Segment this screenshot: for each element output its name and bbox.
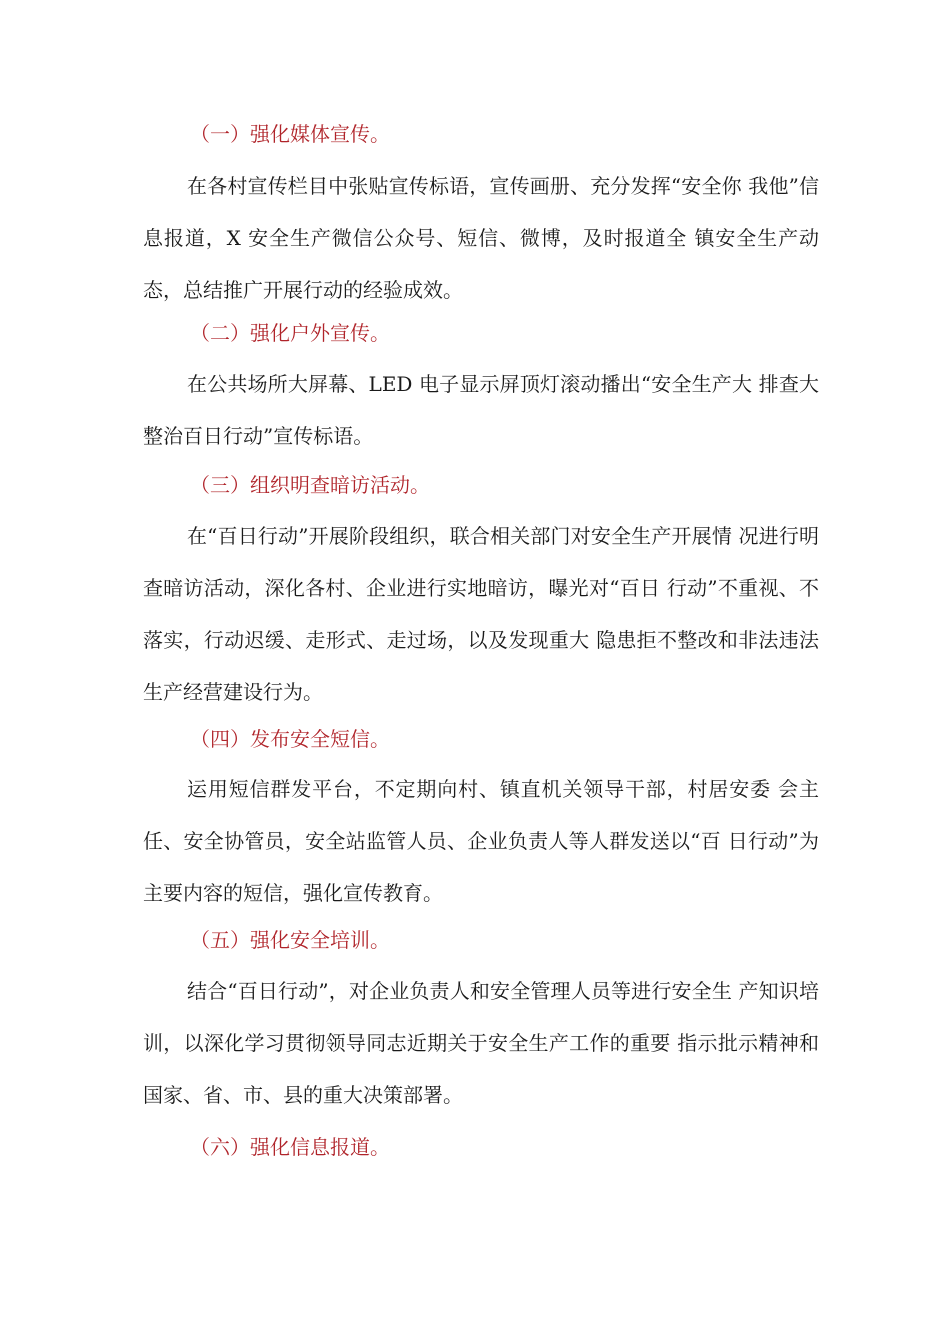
section-heading-6: （六）强化信息报道。 [190,1135,390,1159]
section-heading-1: （一）强化媒体宣传。 [190,122,390,146]
section-body-1: 在各村宣传栏目中张贴宣传标语，宣传画册、充分发挥“安全你 我他”信息报道，X 安全生产微信公众号、短信、微博，及时报道全 镇安全生产动态，总结推广开展行动的经验成效。 [143,174,819,302]
section-body-2: 在公共场所大屏幕、LED 电子显示屏顶灯滚动播出“安全生产大 排查大整治百日行动”宣传标语。 [143,372,819,448]
section-heading-5: （五）强化安全培训。 [190,928,390,952]
section-heading-4: （四）发布安全短信。 [190,727,390,751]
section-body-5: 结合“百日行动”，对企业负责人和安全管理人员等进行安全生 产知识培训，以深化学习贯彻领导同志近期关于安全生产工作的重要 指示批示精神和国家、省、市、县的重大决策部署。 [143,979,819,1107]
section-heading-3: （三）组织明查暗访活动。 [190,473,430,497]
section-body-3: 在“百日行动”开展阶段组织，联合相关部门对安全生产开展情 况进行明查暗访活动，深化各村、企业进行实地暗访，曝光对“百日 行动”不重视、不落实，行动迟缓、走形式、走过场，以及发现重大 隐患拒不整改和非法违法生产经营建设行为。 [143,524,819,704]
section-body-4: 运用短信群发平台，不定期向村、镇直机关领导干部，村居安委 会主任、安全协管员，安全站监管人员、企业负责人等人群发送以“百 日行动”为主要内容的短信，强化宣传教育。 [143,777,819,905]
section-heading-2: （二）强化户外宣传。 [190,321,390,345]
